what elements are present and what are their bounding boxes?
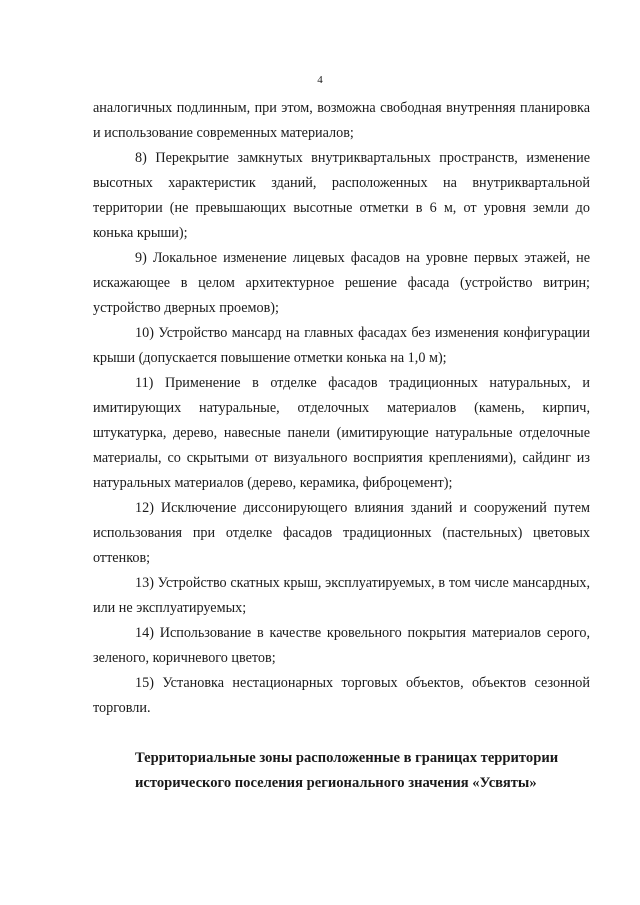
- section-heading-line-1: Территориальные зоны расположенные в границах территории: [135, 750, 559, 766]
- list-item-15: 15) Установка нестационарных торговых объектов, объектов сезонной торговли.: [93, 675, 590, 716]
- paragraph-continuation: аналогичных подлинным, при этом, возможна свободная внутренняя планировка и использование современных материалов;: [93, 100, 590, 141]
- document-body: [93, 96, 590, 721]
- page-number: 4: [317, 74, 323, 86]
- list-item-8: 8) Перекрытие замкнутых внутриквартальных пространств, изменение высотных характеристик зданий, расположенных на внутриквартальной территории (не превышающих высотные отметки в 6 м, от уровня земли до конька крыши);: [93, 150, 590, 241]
- list-item-10: 10) Устройство мансард на главных фасадах без изменения конфигурации крыши (допускается повышение отметки конька на 1,0 м);: [93, 325, 590, 366]
- list-item-13: 13) Устройство скатных крыш, эксплуатируемых, в том числе мансардных, или не эксплуатируемых;: [93, 575, 590, 616]
- list-item-12: 12) Исключение диссонирующего влияния зданий и сооружений путем использования при отделке фасадов традиционных (пастельных) цветовых оттенков;: [93, 500, 590, 566]
- section-heading: [93, 746, 590, 796]
- list-item-14: 14) Использование в качестве кровельного покрытия материалов серого, зеленого, коричневого цветов;: [93, 625, 590, 666]
- section-heading-line-2: исторического поселения регионального значения «Усвяты»: [135, 775, 537, 791]
- list-item-11: 11) Применение в отделке фасадов традиционных натуральных, и имитирующих натуральные, отделочных материалов (камень, кирпич, штукатурка, дерево, навесные панели (имитирующие натуральные отделочные материалы, со скрытыми от визуального восприятия креплениями), сайдинг из натуральных материалов (дерево, керамика, фиброцемент);: [93, 375, 590, 491]
- list-item-9: 9) Локальное изменение лицевых фасадов на уровне первых этажей, не искажающее в целом архитектурное решение фасада (устройство витрин; устройство дверных проемов);: [93, 250, 590, 316]
